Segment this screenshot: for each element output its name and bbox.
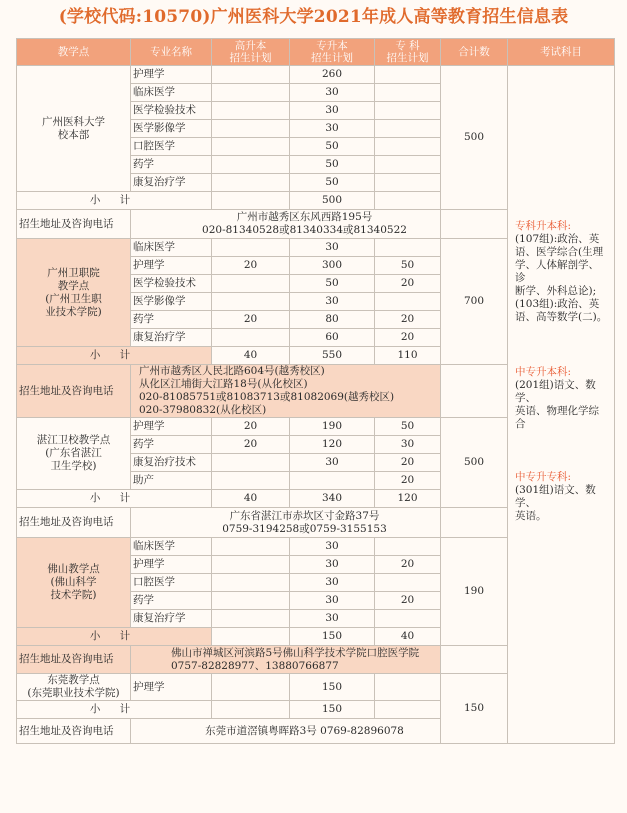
major-cell: 康复治疗学 — [131, 329, 212, 347]
header-major: 专业名称 — [131, 39, 212, 66]
zk-cell: 50 — [375, 418, 441, 436]
major-cell: 医学影像学 — [131, 293, 212, 311]
zk-cell — [375, 239, 441, 257]
subtotal-zk: 120 — [375, 490, 441, 508]
address-line: 从化区江埔街大江路18号(从化校区) — [139, 378, 308, 390]
site-name-line: 东莞教学点 — [47, 674, 100, 686]
address-line: 020-37980832(从化校区) — [139, 404, 267, 416]
site-name-line: (东莞职业技术学院) — [27, 687, 120, 699]
address-line: 020-81085751或81083713或81082069(越秀校区) — [139, 391, 395, 403]
major-cell: 康复治疗学 — [131, 174, 212, 192]
site-name-line: 卫生学校) — [50, 460, 97, 472]
major-cell: 药学 — [131, 436, 212, 454]
header-site: 教学点 — [17, 39, 131, 66]
total-cell: 700 — [441, 239, 508, 365]
zsb-cell: 50 — [290, 275, 375, 293]
subtotal-gsb — [212, 701, 290, 719]
zsb-cell: 300 — [290, 257, 375, 275]
total-cell: 500 — [441, 66, 508, 210]
site-cell — [17, 66, 131, 192]
gsb-cell — [212, 84, 290, 102]
zk-cell — [375, 120, 441, 138]
address-cell — [131, 719, 441, 744]
zk-cell: 20 — [375, 472, 441, 490]
address-label: 招生地址及咨询电话 — [17, 210, 131, 239]
header-row — [17, 39, 615, 66]
exam-subjects-cell — [508, 66, 615, 744]
gsb-cell — [212, 120, 290, 138]
address-line: 0757-82828977、13880766877 — [171, 659, 339, 672]
major-cell: 临床医学 — [131, 84, 212, 102]
zk-cell: 20 — [375, 329, 441, 347]
header-total: 合计数 — [441, 39, 508, 66]
major-cell: 护理学 — [131, 66, 212, 84]
address-total-blank — [441, 365, 508, 418]
zsb-cell: 80 — [290, 311, 375, 329]
major-cell: 护理学 — [131, 418, 212, 436]
subtotal-zk — [375, 192, 441, 210]
address-total-blank — [441, 210, 508, 239]
gsb-cell — [212, 138, 290, 156]
subtotal-label: 小 计 — [17, 628, 212, 646]
exam-zk-title: 中专升专科: — [515, 471, 572, 483]
gsb-cell — [212, 102, 290, 120]
zk-cell: 30 — [375, 436, 441, 454]
exam-gsb-line: (201组)语文、数学、 — [515, 379, 596, 404]
zk-cell: 20 — [375, 311, 441, 329]
exam-spacer — [515, 431, 609, 471]
zk-cell — [375, 174, 441, 192]
exam-zsb-line: 语、高等数学(二)。 — [515, 311, 608, 323]
site-name-line: 教学点 — [57, 279, 90, 292]
address-cell — [131, 508, 441, 538]
zk-cell — [375, 102, 441, 120]
address-line: 东莞市道滘镇粤晖路3号 0769-82896078 — [205, 724, 404, 737]
subtotal-gsb: 40 — [212, 347, 290, 365]
address-line: 佛山市禅城区河滨路5号佛山科学技术学院口腔医学院 — [171, 646, 420, 659]
gsb-cell: 20 — [212, 418, 290, 436]
zsb-cell: 60 — [290, 329, 375, 347]
gsb-cell — [212, 574, 290, 592]
address-line: 广州市越秀区人民北路604号(越秀校区) — [139, 365, 325, 377]
subtotal-gsb: 40 — [212, 490, 290, 508]
zsb-cell: 50 — [290, 138, 375, 156]
subtotal-zsb: 150 — [290, 701, 375, 719]
zk-cell — [375, 156, 441, 174]
page-title: (学校代码:10570)广州医科大学2021年成人高等教育招生信息表 — [58, 7, 569, 27]
zsb-cell: 30 — [290, 84, 375, 102]
major-cell: 护理学 — [131, 674, 212, 701]
exam-zsb-line: 断学、外科总论); — [515, 285, 597, 297]
gsb-cell — [212, 610, 290, 628]
subtotal-gsb — [212, 628, 290, 646]
address-total-blank — [441, 508, 508, 538]
gsb-cell — [212, 674, 290, 701]
address-cell — [131, 365, 441, 418]
zk-cell — [375, 138, 441, 156]
site-name-line: 校本部 — [57, 128, 90, 141]
exam-zsb-line: 语、医学综合(生理 — [515, 246, 604, 258]
gsb-cell: 20 — [212, 436, 290, 454]
subtotal-gsb — [212, 192, 290, 210]
zsb-cell: 190 — [290, 418, 375, 436]
header-gsb — [212, 39, 290, 66]
site-cell — [17, 674, 131, 701]
table-row — [17, 66, 615, 84]
gsb-cell — [212, 239, 290, 257]
subtotal-label: 小 计 — [17, 490, 212, 508]
subtotal-zk: 40 — [375, 628, 441, 646]
subtotal-zsb: 500 — [290, 192, 375, 210]
site-cell — [17, 418, 131, 490]
exam-spacer — [515, 324, 609, 366]
zsb-cell: 30 — [290, 293, 375, 311]
header-zk — [375, 39, 441, 66]
site-cell — [17, 239, 131, 347]
gsb-cell — [212, 472, 290, 490]
zsb-cell: 30 — [290, 610, 375, 628]
address-line: 0759-3194258或0759-3155153 — [222, 522, 387, 535]
zsb-cell: 30 — [290, 454, 375, 472]
subtotal-label: 小 计 — [17, 347, 212, 365]
zsb-cell: 30 — [290, 239, 375, 257]
gsb-cell — [212, 275, 290, 293]
header-zk-line2: 招生计划 — [386, 52, 429, 64]
site-name-line: (广东省湛江 — [45, 447, 102, 459]
zk-cell: 50 — [375, 257, 441, 275]
admissions-table — [16, 38, 615, 744]
gsb-cell — [212, 156, 290, 174]
zsb-cell: 30 — [290, 102, 375, 120]
header-exam: 考试科目 — [508, 39, 615, 66]
major-cell: 护理学 — [131, 556, 212, 574]
zsb-cell: 50 — [290, 174, 375, 192]
zsb-cell: 150 — [290, 674, 375, 701]
address-total-blank — [441, 646, 508, 674]
total-cell: 190 — [441, 538, 508, 646]
zsb-cell: 30 — [290, 120, 375, 138]
major-cell: 医学检验技术 — [131, 102, 212, 120]
exam-zk-line: 英语。 — [515, 510, 547, 522]
zsb-cell: 30 — [290, 538, 375, 556]
address-label: 招生地址及咨询电话 — [17, 365, 131, 418]
site-name-line: (广州卫生职 — [45, 292, 102, 305]
gsb-cell: 20 — [212, 311, 290, 329]
gsb-cell: 20 — [212, 257, 290, 275]
site-name-line: 广州卫职院 — [47, 266, 100, 279]
header-zsb — [290, 39, 375, 66]
address-label: 招生地址及咨询电话 — [17, 508, 131, 538]
major-cell: 临床医学 — [131, 239, 212, 257]
major-cell: 口腔医学 — [131, 574, 212, 592]
zk-cell: 20 — [375, 592, 441, 610]
major-cell: 药学 — [131, 156, 212, 174]
exam-gsb-title: 中专升本科: — [515, 366, 572, 378]
exam-zsb-line: 学、人体解剖学、诊 — [515, 259, 599, 284]
total-cell: 150 — [441, 674, 508, 744]
header-gsb-line2: 招生计划 — [229, 52, 272, 64]
header-gsb-line1: 高升本 — [234, 40, 267, 52]
header-zk-line1: 专 科 — [395, 40, 420, 52]
zk-cell — [375, 293, 441, 311]
site-name-line: (佛山科学 — [50, 576, 97, 588]
major-cell: 药学 — [131, 311, 212, 329]
gsb-cell — [212, 329, 290, 347]
exam-zsb-title: 专科升本科: — [515, 220, 572, 232]
address-label: 招生地址及咨询电话 — [17, 719, 131, 744]
subtotal-zk — [375, 701, 441, 719]
zsb-cell: 30 — [290, 574, 375, 592]
site-name-line: 广州医科大学 — [42, 115, 105, 128]
major-cell: 医学影像学 — [131, 120, 212, 138]
address-line: 广东省湛江市赤坎区寸金路37号 — [229, 509, 380, 522]
zk-cell — [375, 66, 441, 84]
zsb-cell: 260 — [290, 66, 375, 84]
site-name-line: 湛江卫校教学点 — [36, 434, 111, 446]
gsb-cell — [212, 592, 290, 610]
zk-cell — [375, 538, 441, 556]
zk-cell: 20 — [375, 454, 441, 472]
exam-zsb-line: (103组):政治、英 — [515, 298, 600, 310]
major-cell: 护理学 — [131, 257, 212, 275]
zsb-cell: 120 — [290, 436, 375, 454]
header-zsb-line2: 招生计划 — [311, 52, 353, 64]
zsb-cell — [290, 472, 375, 490]
gsb-cell — [212, 454, 290, 472]
major-cell: 医学检验技术 — [131, 275, 212, 293]
gsb-cell — [212, 293, 290, 311]
exam-zsb-line: (107组):政治、英 — [515, 233, 600, 245]
address-label: 招生地址及咨询电话 — [17, 646, 131, 674]
gsb-cell — [212, 556, 290, 574]
address-line: 020-81340528或81340334或81340522 — [202, 224, 407, 236]
gsb-cell — [212, 66, 290, 84]
site-name-line: 佛山教学点 — [47, 563, 100, 575]
zsb-cell: 50 — [290, 156, 375, 174]
zk-cell — [375, 610, 441, 628]
zk-cell — [375, 674, 441, 701]
major-cell: 口腔医学 — [131, 138, 212, 156]
exam-zk-line: (301组)语文、数学、 — [515, 484, 596, 509]
subtotal-zsb: 150 — [290, 628, 375, 646]
exam-top-spacer — [515, 70, 609, 220]
address-cell — [131, 210, 441, 239]
subtotal-zsb: 340 — [290, 490, 375, 508]
zk-cell: 20 — [375, 275, 441, 293]
zk-cell: 20 — [375, 556, 441, 574]
address-line: 广州市越秀区东风西路195号 — [236, 211, 373, 223]
subtotal-zk: 110 — [375, 347, 441, 365]
zk-cell — [375, 574, 441, 592]
header-zsb-line1: 专升本 — [316, 40, 348, 52]
address-cell — [131, 646, 441, 674]
zk-cell — [375, 84, 441, 102]
major-cell: 药学 — [131, 592, 212, 610]
gsb-cell — [212, 538, 290, 556]
subtotal-label: 小 计 — [17, 701, 212, 719]
total-cell: 500 — [441, 418, 508, 508]
gsb-cell — [212, 174, 290, 192]
zsb-cell: 30 — [290, 556, 375, 574]
major-cell: 康复治疗学 — [131, 610, 212, 628]
zsb-cell: 30 — [290, 592, 375, 610]
site-cell — [17, 538, 131, 628]
site-name-line: 技术学院) — [50, 589, 97, 601]
subtotal-label: 小 计 — [17, 192, 212, 210]
exam-gsb-line: 英语、物理化学综合 — [515, 405, 599, 430]
major-cell: 临床医学 — [131, 538, 212, 556]
major-cell: 康复治疗技术 — [131, 454, 212, 472]
subtotal-zsb: 550 — [290, 347, 375, 365]
major-cell: 助产 — [131, 472, 212, 490]
site-name-line: 业技术学院) — [45, 305, 102, 318]
